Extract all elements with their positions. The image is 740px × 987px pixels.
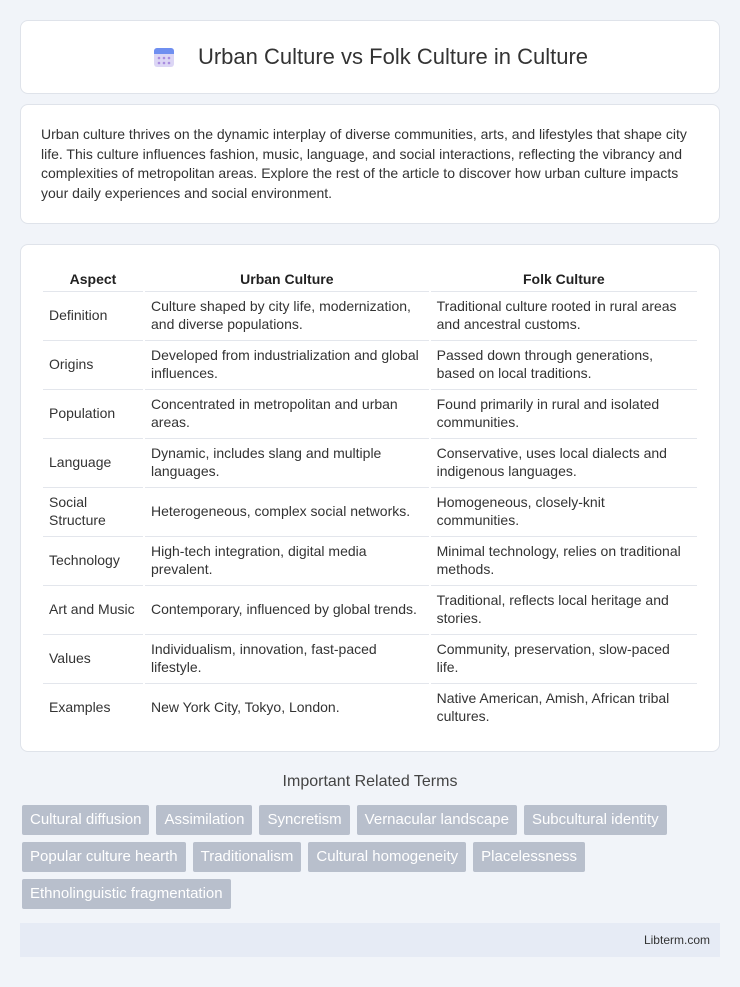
column-header-urban: Urban Culture xyxy=(240,271,334,287)
cell-urban: Contemporary, influenced by global trends. xyxy=(145,585,429,632)
related-term-tag[interactable]: Ethnolinguistic fragmentation xyxy=(22,879,231,909)
related-terms-title: Important Related Terms xyxy=(282,773,458,790)
comparison-table xyxy=(41,265,699,732)
related-term-tag[interactable]: Subcultural identity xyxy=(524,805,667,835)
cell-aspect: Origins xyxy=(43,340,143,387)
footer xyxy=(20,923,720,957)
cell-aspect: Social Structure xyxy=(43,487,143,534)
cell-aspect: Technology xyxy=(43,536,143,583)
table-row xyxy=(43,634,697,681)
related-terms-list xyxy=(22,805,722,916)
header-card xyxy=(20,20,720,94)
cell-urban: Developed from industrialization and global influences. xyxy=(145,340,429,387)
table-row xyxy=(43,683,697,730)
column-header-folk: Folk Culture xyxy=(522,271,605,287)
table-row xyxy=(43,291,697,338)
cell-urban: New York City, Tokyo, London. xyxy=(145,683,429,730)
table-header-row xyxy=(43,267,697,289)
column-header-aspect: Aspect xyxy=(69,271,117,287)
cell-folk: Traditional culture rooted in rural areas and ancestral customs. xyxy=(431,291,697,338)
cell-folk: Native American, Amish, African tribal cultures. xyxy=(431,683,697,730)
table-row xyxy=(43,438,697,485)
related-term-tag[interactable]: Vernacular landscape xyxy=(357,805,517,835)
table-row xyxy=(43,389,697,436)
related-term-tag[interactable]: Placelessness xyxy=(473,842,585,872)
footer-site-link[interactable]: Libterm.com xyxy=(643,933,710,947)
table-row xyxy=(43,585,697,632)
page-title: Urban Culture vs Folk Culture in Culture xyxy=(197,44,589,69)
comparison-table-card xyxy=(20,244,720,752)
table-row xyxy=(43,340,697,387)
related-term-tag[interactable]: Cultural homogeneity xyxy=(308,842,466,872)
calendar-icon xyxy=(152,45,176,69)
cell-aspect: Examples xyxy=(43,683,143,730)
related-term-tag[interactable]: Popular culture hearth xyxy=(22,842,186,872)
cell-urban: Dynamic, includes slang and multiple languages. xyxy=(145,438,429,485)
cell-folk: Community, preservation, slow-paced life. xyxy=(431,634,697,681)
cell-aspect: Values xyxy=(43,634,143,681)
cell-aspect: Population xyxy=(43,389,143,436)
table-row xyxy=(43,487,697,534)
cell-folk: Homogeneous, closely-knit communities. xyxy=(431,487,697,534)
related-term-tag[interactable]: Assimilation xyxy=(156,805,252,835)
cell-urban: Culture shaped by city life, modernization, and diverse populations. xyxy=(145,291,429,338)
intro-card xyxy=(20,104,720,224)
related-term-tag[interactable]: Syncretism xyxy=(259,805,349,835)
related-term-tag[interactable]: Cultural diffusion xyxy=(22,805,149,835)
cell-aspect: Definition xyxy=(43,291,143,338)
cell-folk: Minimal technology, relies on traditional methods. xyxy=(431,536,697,583)
cell-folk: Passed down through generations, based on local traditions. xyxy=(431,340,697,387)
cell-aspect: Language xyxy=(43,438,143,485)
cell-urban: Heterogeneous, complex social networks. xyxy=(145,487,429,534)
cell-urban: Concentrated in metropolitan and urban areas. xyxy=(145,389,429,436)
table-row xyxy=(43,536,697,583)
cell-urban: Individualism, innovation, fast-paced lifestyle. xyxy=(145,634,429,681)
related-term-tag[interactable]: Traditionalism xyxy=(193,842,302,872)
cell-folk: Traditional, reflects local heritage and stories. xyxy=(431,585,697,632)
cell-folk: Conservative, uses local dialects and indigenous languages. xyxy=(431,438,697,485)
intro-text: Urban culture thrives on the dynamic interplay of diverse communities, arts, and lifestyles that shape city life. This culture influences fashion, music, language, and social interactions, reflecting the vibrancy and complexities of metropolitan areas. Explore the rest of the article to discover how urban culture impacts your daily experiences and social environment. xyxy=(41,126,687,201)
cell-folk: Found primarily in rural and isolated communities. xyxy=(431,389,697,436)
cell-aspect: Art and Music xyxy=(43,585,143,632)
cell-urban: High-tech integration, digital media prevalent. xyxy=(145,536,429,583)
